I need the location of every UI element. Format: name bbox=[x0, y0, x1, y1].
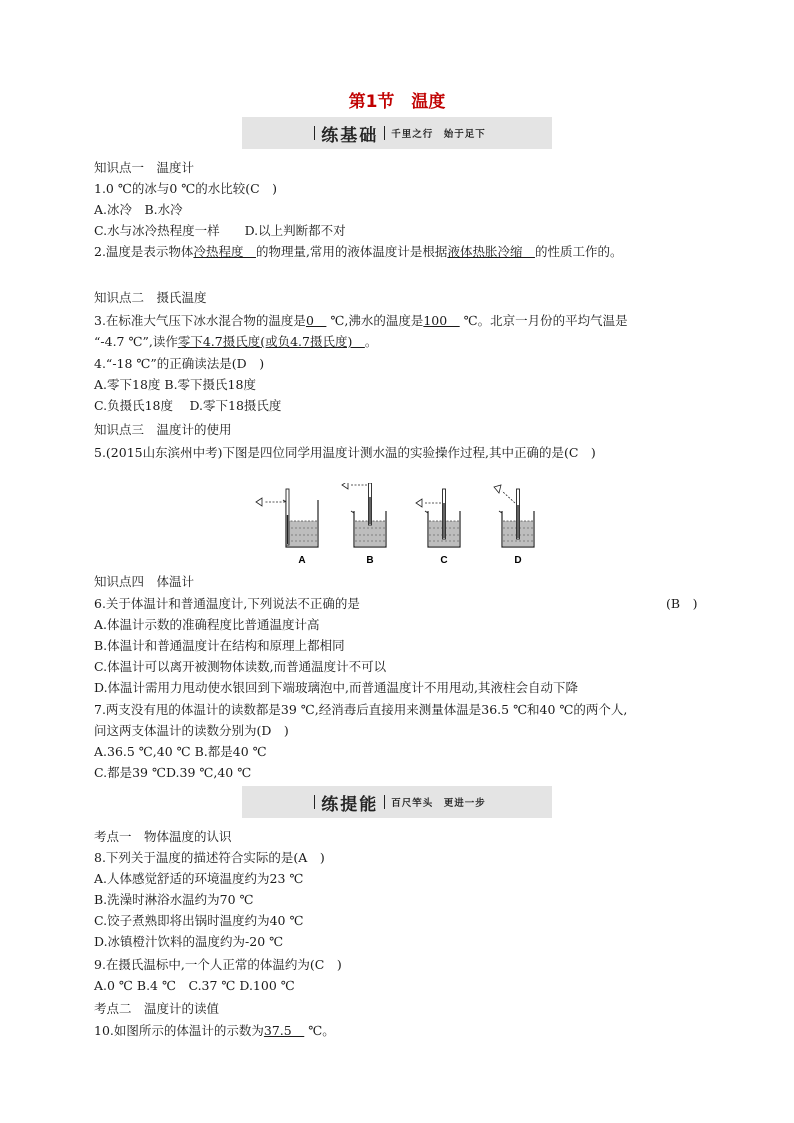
question-4-stem: 4.“-18 ℃”的正确读法是(D ) bbox=[94, 356, 265, 371]
beaker-label-c: C bbox=[440, 555, 448, 566]
banner-divider bbox=[314, 126, 315, 140]
q3-text: ℃。北京一月份的平均气温是 bbox=[459, 313, 628, 328]
question-5-stem: 5.(2015山东滨州中考)下图是四位同学用温度计测水温的实验操作过程,其中正确的是(C ) bbox=[94, 445, 596, 460]
q2-answer-2: 液体热胀冷缩 bbox=[447, 244, 535, 259]
question-2 bbox=[94, 243, 622, 261]
question-6-stem: 6.关于体温计和普通温度计,下列说法不正确的是 bbox=[94, 596, 360, 611]
question-7-stem-1: 7.两支没有甩的体温计的读数都是39 ℃,经消毒后直接用来测量体温是36.5 ℃和40 ℃的两个人, bbox=[94, 702, 628, 717]
question-8-option-c: C.饺子煮熟即将出锅时温度约为40 ℃ bbox=[94, 913, 304, 928]
q10-text: ℃。 bbox=[304, 1023, 335, 1038]
banner-divider bbox=[314, 795, 315, 809]
question-4-options-cd: C.负摄氏18度 D.零下18摄氏度 bbox=[94, 398, 282, 413]
question-8-option-a: A.人体感觉舒适的环境温度约为23 ℃ bbox=[94, 871, 304, 886]
q3-text: ℃,沸水的温度是 bbox=[326, 313, 424, 328]
beaker-label-b: B bbox=[366, 555, 374, 566]
q10-answer: 37.5 bbox=[263, 1023, 305, 1038]
beaker-d bbox=[494, 485, 534, 547]
question-1-options-ab: A.冰冷 B.水冷 bbox=[94, 202, 183, 217]
q3-text: “-4.7 ℃”,读作 bbox=[94, 334, 178, 349]
question-1-options-cd: C.水与冰冷热程度一样 D.以上判断都不对 bbox=[94, 223, 346, 238]
question-3-line-2 bbox=[94, 333, 377, 351]
q3-text: 3.在标准大气压下冰水混合物的温度是 bbox=[94, 313, 306, 328]
section-heading: 考点二 温度计的读值 bbox=[94, 1001, 220, 1016]
question-1-stem: 1.0 ℃的冰与0 ℃的水比较(C ) bbox=[94, 181, 278, 196]
banner-sub-label: 千里之行 始于足下 bbox=[391, 129, 486, 140]
banner-divider bbox=[384, 795, 385, 809]
beaker-a bbox=[256, 489, 318, 547]
question-9-stem: 9.在摄氏温标中,一个人正常的体温约为(C ) bbox=[94, 957, 342, 972]
q3-answer-3: 零下4.7摄氏度(或负4.7摄氏度) bbox=[177, 334, 365, 349]
beaker-c bbox=[416, 489, 460, 547]
beaker-label-d: D bbox=[514, 555, 522, 566]
q2-text: 2.温度是表示物体 bbox=[94, 244, 194, 259]
question-8-stem: 8.下列关于温度的描述符合实际的是(A ) bbox=[94, 850, 325, 865]
question-7-stem-2: 问这两支体温计的读数分别为(D ) bbox=[94, 723, 289, 738]
q3-answer-1: 0 bbox=[305, 313, 327, 328]
banner-ability-practice bbox=[242, 786, 552, 818]
page-title: 第1节 温度 bbox=[348, 92, 446, 112]
question-8-option-b: B.洗澡时淋浴水温约为70 ℃ bbox=[94, 892, 254, 907]
question-10 bbox=[94, 1022, 335, 1040]
banner-main-label: 练基础 bbox=[321, 125, 379, 146]
question-9-options: A.0 ℃ B.4 ℃ C.37 ℃ D.100 ℃ bbox=[94, 978, 295, 993]
banner-divider bbox=[384, 126, 385, 140]
q2-text: 的性质工作的。 bbox=[534, 244, 623, 259]
q10-text: 10.如图所示的体温计的示数为 bbox=[94, 1023, 264, 1038]
beaker-thermometer-figure bbox=[250, 483, 550, 568]
section-heading: 知识点三 温度计的使用 bbox=[94, 422, 232, 437]
question-6-option-c: C.体温计可以离开被测物体读数,而普通温度计不可以 bbox=[94, 659, 387, 674]
q3-text: 。 bbox=[364, 334, 378, 349]
q2-answer-1: 冷热程度 bbox=[193, 244, 256, 259]
banner-main-label: 练提能 bbox=[321, 794, 379, 815]
section-heading: 知识点二 摄氏温度 bbox=[94, 290, 207, 305]
question-3-line-1 bbox=[94, 312, 628, 330]
question-8-option-d: D.冰镇橙汁饮料的温度约为-20 ℃ bbox=[94, 934, 284, 949]
question-6-option-d: D.体温计需用力甩动使水银回到下端玻璃泡中,而普通温度计不用甩动,其液柱会自动下降 bbox=[94, 680, 578, 695]
section-heading: 知识点一 温度计 bbox=[94, 160, 195, 175]
section-heading: 知识点四 体温计 bbox=[94, 574, 195, 589]
q3-answer-2: 100 bbox=[423, 313, 460, 328]
question-6-option-b: B.体温计和普通温度计在结构和原理上都相同 bbox=[94, 638, 345, 653]
question-7-options-ab: A.36.5 ℃,40 ℃ B.都是40 ℃ bbox=[94, 744, 267, 759]
banner-basic-practice bbox=[242, 117, 552, 149]
question-6-answer: (B ) bbox=[666, 596, 698, 611]
question-6-option-a: A.体温计示数的准确程度比普通温度计高 bbox=[94, 617, 320, 632]
question-4-options-ab: A.零下18度 B.零下摄氏18度 bbox=[94, 377, 256, 392]
section-heading: 考点一 物体温度的认识 bbox=[94, 829, 232, 844]
beaker-b bbox=[342, 483, 386, 547]
banner-sub-label: 百尺竿头 更进一步 bbox=[391, 798, 486, 809]
question-7-options-cd: C.都是39 ℃D.39 ℃,40 ℃ bbox=[94, 765, 252, 780]
q2-text: 的物理量,常用的液体温度计是根据 bbox=[255, 244, 448, 259]
beaker-label-a: A bbox=[298, 555, 306, 566]
